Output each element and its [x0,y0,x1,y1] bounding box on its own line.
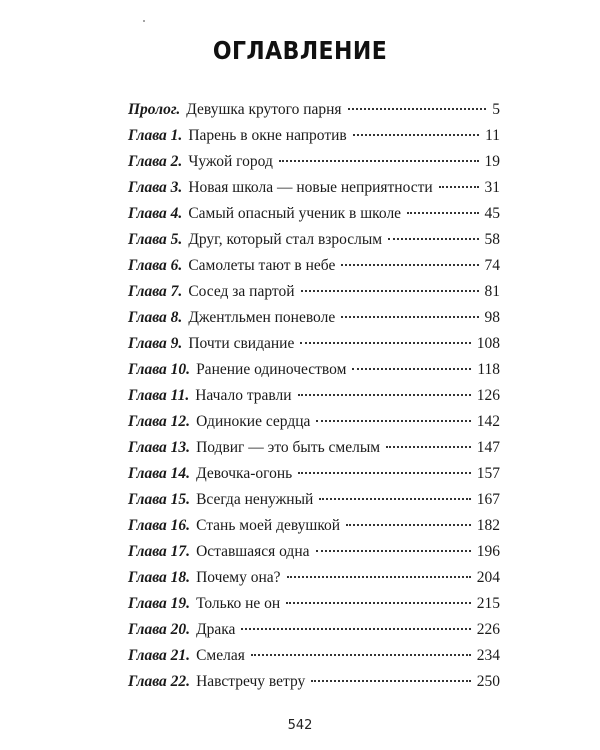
toc-entry [128,669,500,695]
page-number: 542 [287,718,313,733]
chapter-label: Глава 15. [128,491,191,508]
chapter-title: Драка [196,621,236,638]
chapter-page-number: 45 [484,205,500,222]
chapter-page-number: 147 [476,439,500,456]
chapter-title: Смелая [196,647,245,664]
chapter-page-number: 215 [476,595,500,612]
dot-leader [301,290,479,292]
chapter-page-number: 108 [476,335,500,352]
toc-entry [128,201,500,227]
chapter-title: Стань моей девушкой [196,517,341,534]
chapter-title: Одинокие сердца [196,413,311,430]
chapter-title: Сосед за партой [188,283,295,300]
toc-entry [128,357,500,383]
chapter-page-number: 167 [476,491,500,508]
dot-leader [346,524,471,526]
chapter-title: Самый опасный ученик в школе [188,205,402,222]
toc-entry [128,513,500,539]
chapter-page-number: 157 [476,465,500,482]
toc-entry [128,331,500,357]
toc-entry [128,617,500,643]
chapter-page-number: 74 [484,257,500,274]
page-title: ОГЛАВЛЕНИЕ [212,36,388,65]
chapter-page-number: 98 [484,309,500,326]
chapter-page-number: 118 [477,361,500,378]
chapter-page-number: 234 [476,647,500,664]
chapter-title: Подвиг — это быть смелым [196,439,381,456]
chapter-label: Глава 3. [128,179,183,196]
dot-leader [341,316,478,318]
chapter-page-number: 58 [484,231,500,248]
print-speck [143,20,145,22]
chapter-label: Глава 8. [128,309,183,326]
chapter-title: Всегда ненужный [196,491,314,508]
chapter-page-number: 11 [485,127,500,144]
toc-entry [128,227,500,253]
dot-leader [407,212,478,214]
dot-leader [287,576,471,578]
dot-leader [316,550,471,552]
chapter-title: Девушка крутого парня [186,101,342,118]
chapter-page-number: 204 [476,569,500,586]
chapter-label: Глава 2. [128,153,183,170]
dot-leader [388,238,478,240]
chapter-label: Глава 14. [128,465,191,482]
toc-entry [128,435,500,461]
toc-entry [128,149,500,175]
chapter-page-number: 19 [484,153,500,170]
chapter-label: Глава 10. [128,361,191,378]
chapter-title: Ранение одиночеством [196,361,347,378]
chapter-title: Девочка-огонь [196,465,293,482]
toc-entry [128,97,500,123]
chapter-title: Новая школа — новые неприятности [188,179,433,196]
chapter-title: Почти свидание [188,335,295,352]
chapter-page-number: 81 [484,283,500,300]
table-of-contents [128,97,500,695]
toc-entry [128,539,500,565]
chapter-page-number: 5 [492,101,500,118]
dot-leader [279,160,479,162]
chapter-page-number: 142 [476,413,500,430]
toc-entry [128,591,500,617]
chapter-title: Друг, который стал взрослым [188,231,383,248]
toc-entry [128,175,500,201]
chapter-label: Глава 7. [128,283,183,300]
toc-entry [128,409,500,435]
chapter-label: Глава 21. [128,647,191,664]
chapter-label: Глава 6. [128,257,183,274]
dot-leader [352,368,471,370]
dot-leader [311,680,471,682]
dot-leader [298,394,471,396]
chapter-title: Почему она? [196,569,281,586]
chapter-title: Навстречу ветру [196,673,306,690]
chapter-label: Глава 5. [128,231,183,248]
dot-leader [348,108,487,110]
dot-leader [298,472,471,474]
chapter-label: Пролог. [128,101,181,118]
chapter-label: Глава 16. [128,517,191,534]
chapter-label: Глава 20. [128,621,191,638]
dot-leader [319,498,470,500]
dot-leader [341,264,478,266]
chapter-label: Глава 11. [128,387,190,404]
dot-leader [241,628,470,630]
toc-entry [128,253,500,279]
dot-leader [316,420,470,422]
dot-leader [386,446,471,448]
chapter-title: Парень в окне напротив [188,127,347,144]
toc-entry [128,123,500,149]
chapter-label: Глава 4. [128,205,183,222]
dot-leader [353,134,479,136]
chapter-title: Только не он [196,595,281,612]
chapter-page-number: 182 [476,517,500,534]
chapter-title: Джентльмен поневоле [188,309,336,326]
chapter-label: Глава 17. [128,543,191,560]
chapter-title: Оставшаяся одна [196,543,310,560]
chapter-label: Глава 13. [128,439,191,456]
toc-entry [128,643,500,669]
dot-leader [439,186,479,188]
dot-leader [286,602,471,604]
chapter-label: Глава 19. [128,595,191,612]
chapter-label: Глава 9. [128,335,183,352]
toc-entry [128,383,500,409]
chapter-page-number: 196 [476,543,500,560]
chapter-label: Глава 1. [128,127,183,144]
chapter-label: Глава 18. [128,569,191,586]
dot-leader [251,654,471,656]
chapter-page-number: 31 [484,179,500,196]
chapter-page-number: 250 [476,673,500,690]
chapter-label: Глава 12. [128,413,191,430]
chapter-title: Чужой город [188,153,273,170]
dot-leader [300,342,470,344]
chapter-page-number: 226 [476,621,500,638]
toc-entry [128,565,500,591]
chapter-label: Глава 22. [128,673,191,690]
toc-entry [128,487,500,513]
toc-entry [128,305,500,331]
chapter-title: Самолеты тают в небе [188,257,336,274]
toc-entry [128,279,500,305]
chapter-page-number: 126 [476,387,500,404]
toc-entry [128,461,500,487]
chapter-title: Начало травли [195,387,292,404]
